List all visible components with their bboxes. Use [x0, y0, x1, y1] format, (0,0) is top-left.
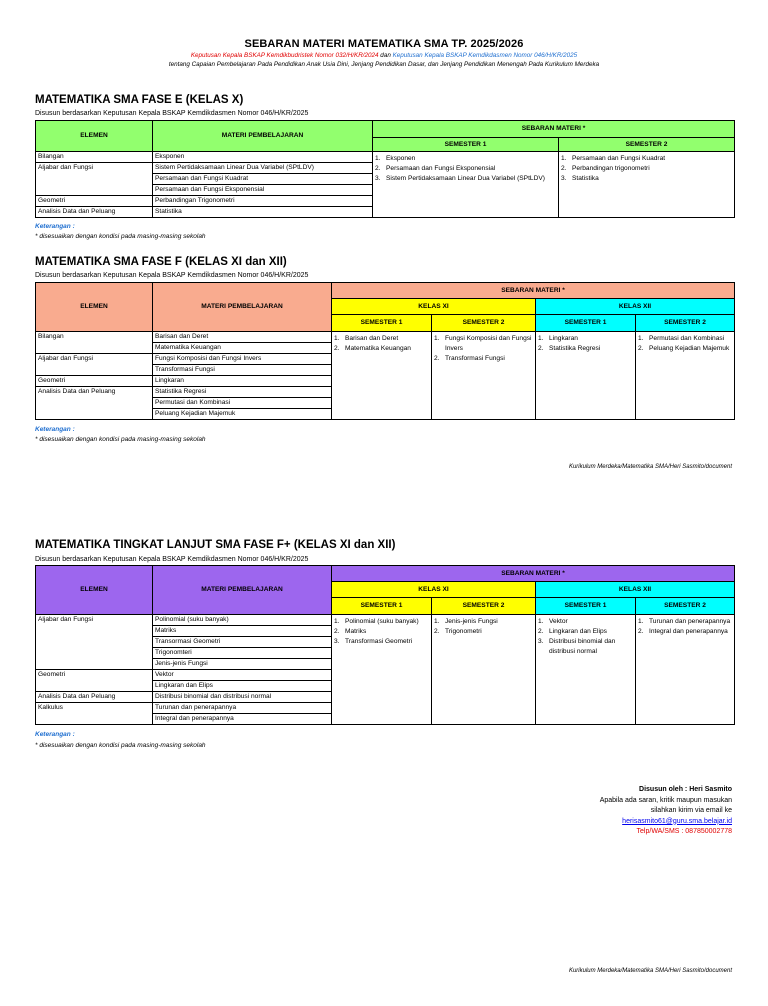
- phone-contact: Telp/WA/SMS : 087850002778: [636, 828, 732, 835]
- list-number: 2.: [334, 345, 340, 352]
- list-number: 3.: [334, 638, 340, 645]
- fase-e-sem2-header: SEMESTER 2: [559, 138, 735, 152]
- fase-f-xi-sem1-list: [332, 332, 432, 420]
- table-cell: Eksponen: [153, 152, 373, 163]
- fase-f-xi-sem2-header: SEMESTER 2: [432, 315, 536, 332]
- fase-e-sem1-header: SEMESTER 1: [373, 138, 559, 152]
- fase-fplus-xi-sem2-header: SEMESTER 2: [432, 598, 536, 615]
- fase-e-subtitle: Disusun berdasarkan Keputusan Kepala BSKAP Kemdikdasmen Nomor 046/H/KR/2025: [35, 110, 309, 117]
- list-text: Barisan dan Deret: [345, 335, 399, 342]
- list-text: Turunan dan penerapannya: [649, 618, 731, 625]
- table-cell: Permutasi dan Kombinasi: [153, 398, 332, 409]
- fase-e-note: * disesuaikan dengan kondisi pada masing-masing sekolah: [35, 233, 206, 240]
- fase-fplus-kelas-xii-header: KELAS XII: [536, 582, 735, 598]
- table-cell: Jenis-jenis Fungsi: [153, 659, 332, 670]
- table-cell: Lingkaran: [153, 376, 332, 387]
- table-cell: Trigonomteri: [153, 648, 332, 659]
- list-number: 1.: [561, 155, 567, 162]
- fase-fplus-kelas-xi-header: KELAS XI: [332, 582, 536, 598]
- table-cell: Analisis Data dan Peluang: [36, 207, 153, 218]
- list-item: [538, 617, 633, 627]
- list-text: Persamaan dan Fungsi Kuadrat: [572, 155, 666, 162]
- table-cell: Statistika: [153, 207, 373, 218]
- fase-f-xii-sem2-header: SEMESTER 2: [636, 315, 735, 332]
- list-number: 2.: [334, 628, 340, 635]
- fase-f-note: * disesuaikan dengan kondisi pada masing-masing sekolah: [35, 436, 206, 443]
- list-number: 1.: [434, 618, 440, 625]
- list-item: [334, 637, 429, 647]
- list-text: Lingkaran: [549, 335, 578, 342]
- list-number: 3.: [561, 175, 567, 182]
- table-cell: Turunan dan penerapannya: [153, 703, 332, 714]
- fase-f-subtitle: Disusun berdasarkan Keputusan Kepala BSKAP Kemdikdasmen Nomor 046/H/KR/2025: [35, 272, 309, 279]
- list-item: [434, 354, 533, 364]
- list-item: [538, 637, 633, 657]
- table-cell: Sistem Pertidaksamaan Linear Dua Variabel (SPtLDV): [153, 163, 373, 174]
- table-cell: Perbandingan Trigonometri: [153, 196, 373, 207]
- list-item: [334, 344, 429, 354]
- signature-line-1: Apabila ada saran, kritik maupun masukan: [599, 796, 732, 804]
- decree-line: [0, 52, 768, 59]
- list-number: 1.: [538, 618, 544, 625]
- fase-fplus-xii-sem1-header: SEMESTER 1: [536, 598, 636, 615]
- table-cell: Vektor: [153, 670, 332, 681]
- list-item: [561, 154, 732, 164]
- list-text: Sistem Pertidaksamaan Linear Dua Variabel (SPtLDV): [386, 175, 545, 182]
- list-item: [538, 627, 633, 637]
- fase-f-xi-sem2-list: [432, 332, 536, 420]
- list-number: 2.: [638, 345, 644, 352]
- list-text: Eksponen: [386, 155, 416, 162]
- fase-e-elemen-header: ELEMEN: [36, 121, 153, 152]
- fase-fplus-sebaran-header: SEBARAN MATERI *: [332, 566, 735, 582]
- table-cell: Analisis Data dan Peluang: [36, 387, 153, 420]
- email-link[interactable]: herisasmito61@guru.sma.belajar.id: [622, 817, 732, 825]
- page-footer: Kurikulum Merdeka/Matematika SMA/Heri Sasmito/document: [568, 464, 732, 470]
- table-cell: Matematika Keuangan: [153, 343, 332, 354]
- list-number: 1.: [638, 618, 644, 625]
- list-item: [375, 154, 556, 164]
- list-text: Lingkaran dan Elips: [549, 628, 607, 635]
- fase-fplus-xii-sem2-list: [636, 615, 735, 725]
- scope-line: tentang Capaian Pembelajaran Pada Pendidikan Anak Usia Dini, Jenjang Pendidikan Dasar, dan Jenjang Pendidikan Menengah Pada Kurikulum Merdeka: [168, 61, 600, 68]
- table-cell: Distribusi binomial dan distribusi normal: [153, 692, 332, 703]
- fase-f-materi-header: MATERI PEMBELAJARAN: [153, 283, 332, 332]
- fase-f-sebaran-header: SEBARAN MATERI *: [332, 283, 735, 299]
- list-item: [434, 617, 533, 627]
- fase-f-kelas-xii-header: KELAS XII: [536, 299, 735, 315]
- table-cell: Geometri: [36, 196, 153, 207]
- list-text: Transformasi Fungsi: [445, 355, 505, 362]
- list-text: Permutasi dan Kombinasi: [649, 335, 725, 342]
- fase-fplus-materi-header: MATERI PEMBELAJARAN: [153, 566, 332, 615]
- fase-f-elemen-header: ELEMEN: [36, 283, 153, 332]
- table-cell: Matriks: [153, 626, 332, 637]
- fase-f-keterangan: Keterangan :: [35, 426, 75, 433]
- list-text: Statistika: [572, 175, 599, 182]
- list-text: Persamaan dan Fungsi Eksponensial: [386, 165, 496, 172]
- list-text: Matriks: [345, 628, 367, 635]
- table-cell: Transformasi Fungsi: [153, 365, 332, 376]
- fase-fplus-title: MATEMATIKA TINGKAT LANJUT SMA FASE F+ (KELAS XI dan XII): [35, 539, 396, 551]
- fase-f-kelas-xi-header: KELAS XI: [332, 299, 536, 315]
- list-item: [375, 174, 556, 184]
- list-item: [561, 174, 732, 184]
- fase-fplus-table: [35, 565, 735, 725]
- fase-fplus-xii-sem2-header: SEMESTER 2: [636, 598, 735, 615]
- list-text: Perbandingan trigonometri: [572, 165, 650, 172]
- fase-fplus-note: * disesuaikan dengan kondisi pada masing-masing sekolah: [35, 742, 206, 749]
- list-number: 1.: [638, 335, 644, 342]
- author-name: Disusun oleh : Heri Sasmito: [639, 786, 732, 793]
- table-cell: Aljabar dan Fungsi: [36, 615, 153, 670]
- list-text: Integral dan penerapannya: [649, 628, 728, 635]
- table-cell: Lingkaran dan Elips: [153, 681, 332, 692]
- table-cell: Persamaan dan Fungsi Kuadrat: [153, 174, 373, 185]
- decree-and: dan: [378, 52, 393, 59]
- list-number: 2.: [638, 628, 644, 635]
- list-item: [638, 344, 732, 354]
- list-item: [334, 627, 429, 637]
- table-cell: Statistika Regresi: [153, 387, 332, 398]
- list-item: [561, 164, 732, 174]
- fase-f-table: [35, 282, 735, 420]
- list-text: Statistika Regresi: [549, 345, 601, 352]
- list-item: [434, 627, 533, 637]
- list-number: 1.: [334, 335, 340, 342]
- table-cell: Aljabar dan Fungsi: [36, 163, 153, 196]
- fase-fplus-xii-sem1-list: [536, 615, 636, 725]
- fase-f-xii-sem1-list: [536, 332, 636, 420]
- list-number: 2.: [434, 628, 440, 635]
- table-cell: Peluang Kejadian Majemuk: [153, 409, 332, 420]
- table-cell: Geometri: [36, 670, 153, 692]
- list-number: 1.: [434, 335, 440, 342]
- list-number: 2.: [538, 345, 544, 352]
- fase-f-xii-sem1-header: SEMESTER 1: [536, 315, 636, 332]
- list-text: Peluang Kejadian Majemuk: [649, 345, 730, 352]
- list-number: 3.: [538, 638, 544, 645]
- fase-fplus-subtitle: Disusun berdasarkan Keputusan Kepala BSKAP Kemdikdasmen Nomor 046/H/KR/2025: [35, 556, 309, 563]
- page-title: SEBARAN MATERI MATEMATIKA SMA TP. 2025/2026: [244, 38, 524, 50]
- table-cell: Fungsi Komposisi dan Fungsi Invers: [153, 354, 332, 365]
- list-number: 2.: [375, 165, 381, 172]
- list-number: 1.: [538, 335, 544, 342]
- list-item: [538, 344, 633, 354]
- fase-e-sebaran-header: SEBARAN MATERI *: [373, 121, 735, 138]
- fase-e-keterangan: Keterangan :: [35, 223, 75, 230]
- fase-f-xii-sem2-list: [636, 332, 735, 420]
- fase-fplus-keterangan: Keterangan :: [35, 731, 75, 738]
- list-item: [434, 334, 533, 354]
- table-cell: Aljabar dan Fungsi: [36, 354, 153, 376]
- list-text: Jenis-jenis Fungsi: [445, 618, 498, 625]
- decree-blue: Keputusan Kepala BSKAP Kemdikdasmen Nomor 046/H/KR/2025: [392, 52, 578, 59]
- list-number: 1.: [375, 155, 381, 162]
- fase-e-title: MATEMATIKA SMA FASE E (KELAS X): [35, 94, 244, 106]
- table-cell: Polinomial (suku banyak): [153, 615, 332, 626]
- list-item: [638, 617, 732, 627]
- signature-block: [600, 785, 732, 838]
- table-cell: Bilangan: [36, 152, 153, 163]
- list-number: 2.: [434, 355, 440, 362]
- list-text: Polinomial (suku banyak): [345, 618, 419, 625]
- list-item: [375, 164, 556, 174]
- list-item: [638, 334, 732, 344]
- list-item: [334, 617, 429, 627]
- list-number: 2.: [561, 165, 567, 172]
- table-cell: Geometri: [36, 376, 153, 387]
- list-text: Vektor: [549, 618, 568, 625]
- list-item: [638, 627, 732, 637]
- list-item: [538, 334, 633, 344]
- fase-fplus-xi-sem1-list: [332, 615, 432, 725]
- list-number: 3.: [375, 175, 381, 182]
- list-number: 2.: [538, 628, 544, 635]
- decree-red: Keputusan Kepala BSKAP Kemdikbudristek Nomor 032/H/KR/2024: [190, 52, 379, 59]
- fase-fplus-xi-sem2-list: [432, 615, 536, 725]
- page-footer-2: Kurikulum Merdeka/Matematika SMA/Heri Sasmito/document: [568, 968, 732, 974]
- list-text: Transformasi Geometri: [345, 638, 413, 645]
- list-number: 1.: [334, 618, 340, 625]
- list-text: Trigonometri: [445, 628, 482, 635]
- list-item: [334, 334, 429, 344]
- signature-line-2: silahkan kirim via email ke: [650, 807, 732, 814]
- fase-e-sem1-list: [373, 152, 559, 218]
- fase-fplus-xi-sem1-header: SEMESTER 1: [332, 598, 432, 615]
- table-cell: Integral dan penerapannya: [153, 714, 332, 725]
- fase-e-table: [35, 120, 735, 218]
- list-text: Distribusi binomial dan distribusi normal: [549, 638, 616, 655]
- fase-f-title: MATEMATIKA SMA FASE F (KELAS XI dan XII): [35, 256, 287, 268]
- table-cell: Bilangan: [36, 332, 153, 354]
- table-cell: Barisan dan Deret: [153, 332, 332, 343]
- table-cell: Analisis Data dan Peluang: [36, 692, 153, 703]
- fase-e-sem2-list: [559, 152, 735, 218]
- fase-f-xi-sem1-header: SEMESTER 1: [332, 315, 432, 332]
- fase-fplus-elemen-header: ELEMEN: [36, 566, 153, 615]
- fase-e-materi-header: MATERI PEMBELAJARAN: [153, 121, 373, 152]
- list-text: Matematika Keuangan: [345, 345, 411, 352]
- table-cell: Kalkulus: [36, 703, 153, 725]
- list-text: Fungsi Komposisi dan Fungsi Invers: [445, 335, 532, 352]
- table-cell: Transormasi Geometri: [153, 637, 332, 648]
- table-cell: Persamaan dan Fungsi Eksponensial: [153, 185, 373, 196]
